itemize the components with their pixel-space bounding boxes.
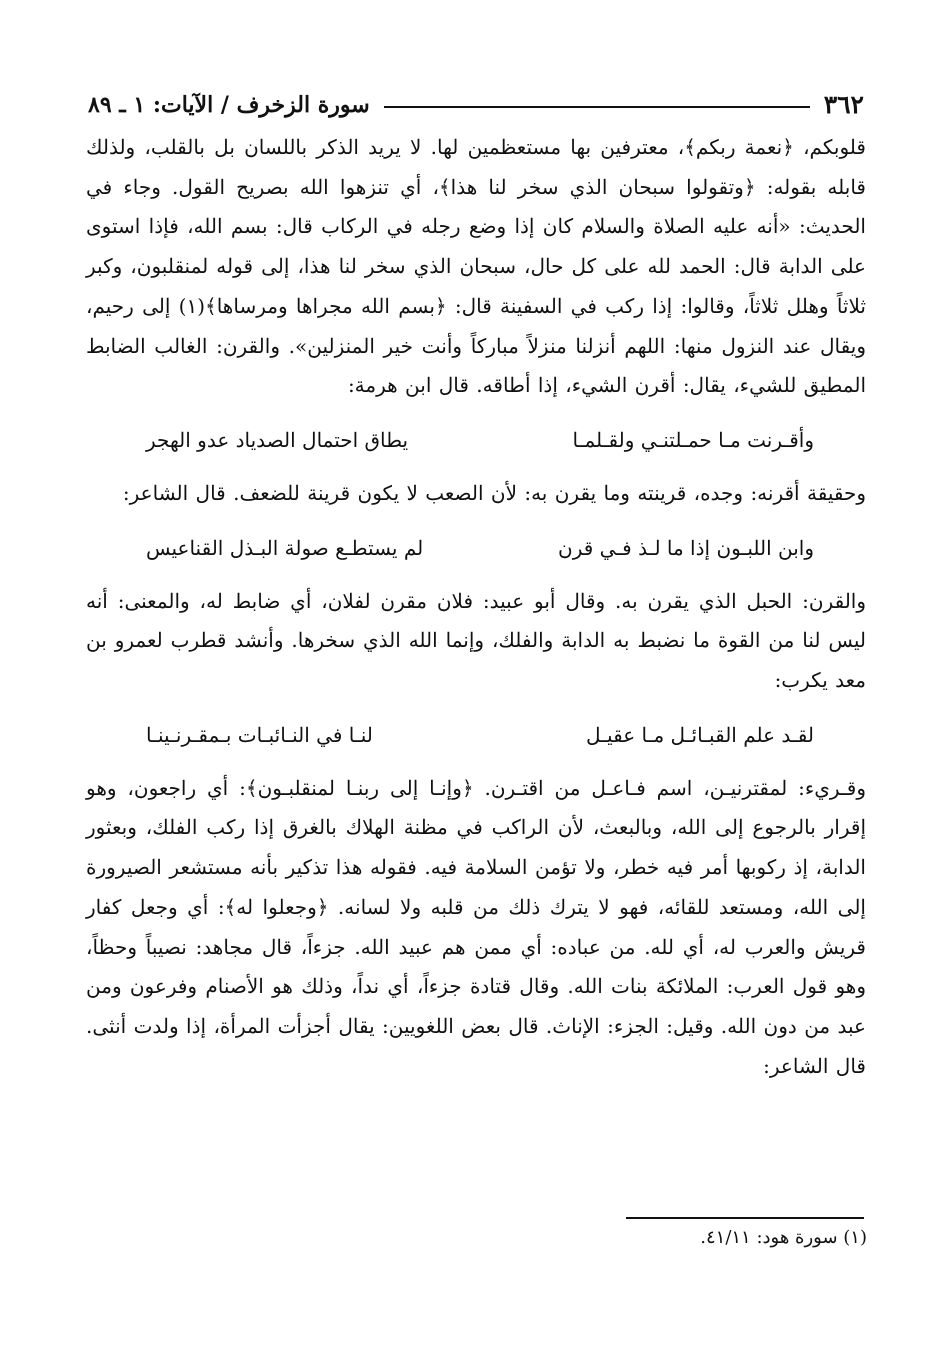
verse-second-hemistich: لم يستطـع صولة البـذل القناعيس [146, 535, 424, 560]
running-title: سورة الزخرف / الآيات: ١ ـ ٨٩ [88, 92, 370, 118]
page-number: ٣٦٢ [823, 90, 864, 119]
paragraph: وحقيقة أقرنه: وجده، قرينته وما يقرن به: لأن الصعب لا يكون قرينة للضعف. قال الشاعر: [122, 480, 866, 505]
verse-second-hemistich: لنـا في النـائبـات بـمقـرنـينـا [146, 722, 373, 747]
footnote: (١) سورة هود: ٤١/١١. [700, 1227, 867, 1248]
footnote-rule [626, 1217, 864, 1219]
verse-first-hemistich: وأقـرنت مـا حمـلتنـي ولقـلمـا [572, 427, 814, 452]
poetry-verse [86, 420, 866, 460]
poetry-verse [86, 528, 866, 568]
header-rule [384, 106, 810, 108]
poetry-verse [86, 715, 866, 755]
verse-first-hemistich: لقـد علم القبـائـل مـا عقيـل [586, 722, 814, 747]
page-body [86, 128, 866, 1086]
paragraph: والقرن: الحبل الذي يقرن به. وقال أبو عبيد: فلان مقرن لفلان، أي ضابط له، والمعنى: أنه ليس لنا من القوة ما نضبط به الدابة والفلك، وإنما الله الذي سخرها. وأنشد قطرب لعمرو بن معد يكرب: [86, 588, 866, 693]
paragraph: وقـريء: لمقترنيـن، اسم فـاعـل من اقتـرن. ﴿وإنـا إلى ربنـا لمنقلبـون﴾: أي راجعون، وهو إقرار بالرجوع إلى الله، وبالبعث، لأن الراكب في مظنة الهلاك بالغرق إذا ركب الفلك، وبعثور الدابة، إذ ركوبها أمر فيه خطر، ولا تؤمن السلامة فيه. فقوله هذا تذكير بأنه مستشعر الصيرورة إلى الله، ومستعد للقائه، فهو لا يترك ذلك من قلبه ولا لسانه. ﴿وجعلوا له﴾: أي وجعل كفار قريش والعرب له، أي لله. من عباده: أي ممن هم عبيد الله. جزءاً، قال مجاهد: نصيباً وحظاً، وهو قول العرب: الملائكة بنات الله. وقال قتادة جزءاً، أي نداً، وذلك هو الأصنام وفرعون ومن عبد من دون الله. وقيل: الجزء: الإناث. قال بعض اللغويين: يقال أجزأت المرأة، إذا ولدت أنثى. قال الشاعر: [86, 775, 866, 1078]
paragraph: قلوبكم، ﴿نعمة ربكم﴾، معترفين بها مستعظمين لها. لا يريد الذكر باللسان بل بالقلب، ولذلك قابله بقوله: ﴿وتقولوا سبحان الذي سخر لنا هذا﴾، أي تنزهوا الله بصريح القول. وجاء في الحديث: «أنه عليه الصلاة والسلام كان إذا وضع رجله في الركاب قال: بسم الله، فإذا استوى على الدابة قال: الحمد لله على كل حال، سبحان الذي سخر لنا هذا، إلى قوله لمنقلبون، وكبر ثلاثاً وهلل ثلاثاً، وقالوا: إذا ركب في السفينة قال: ﴿بسم الله مجراها ومرساها﴾(١) إلى رحيم، ويقال عند النزول منها: اللهم أنزلنا منزلاً مباركاً وأنت خير المنزلين». والقرن: الغالب الضابط المطيق للشيء، يقال: أقرن الشيء، إذا أطاقه. قال ابن هرمة: [86, 135, 866, 398]
running-header [88, 86, 864, 120]
verse-second-hemistich: يطاق احتمال الصدياد عدو الهجر [146, 427, 409, 452]
verse-first-hemistich: وابن اللبـون إذا ما لـذ فـي قرن [558, 535, 814, 560]
